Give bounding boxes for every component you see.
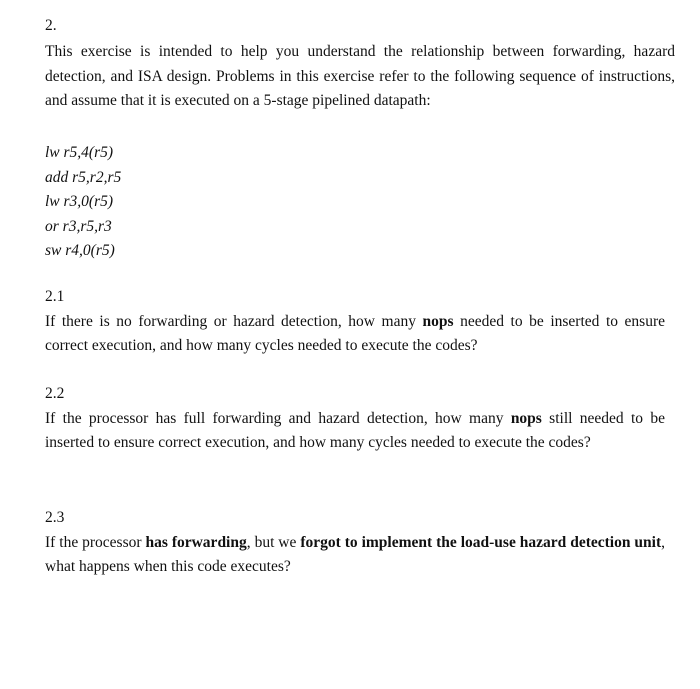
question-2-2 <box>45 382 665 456</box>
question-2-3 <box>45 506 665 580</box>
question-text: If there is no forwarding or hazard detection, how many nops needed to be inserted to ensure correct execution, and how many cycles needed to execute the codes? <box>45 312 666 354</box>
question-number: 2.3 <box>45 509 65 526</box>
instruction-line: lw r3,0(r5) <box>45 193 114 210</box>
instruction-line: lw r5,4(r5) <box>45 144 114 161</box>
instruction-line: sw r4,0(r5) <box>45 242 115 259</box>
emphasis: nops <box>510 409 542 427</box>
question-text: If the processor has full forwarding and hazard detection, how many nops still needed to be inserted to ensure correct execution, and how many cycles needed to execute the codes? <box>45 409 665 451</box>
instruction-line: or r3,r5,r3 <box>45 217 112 235</box>
question-text: If the processor has forwarding, but we forgot to implement the load-use hazard detection unit, what happens when this code executes? <box>45 533 665 575</box>
problem-intro: This exercise is intended to help you understand the relationship between forwarding, hazard detection, and ISA design. Problems in this exercise refer to the following sequence of instructions, and assume that it is executed on a 5-stage pipelined datapath: <box>45 43 675 109</box>
emphasis: forgot to implement the load-use hazard detection unit <box>300 533 662 551</box>
emphasis: has forwarding <box>145 533 247 551</box>
question-number: 2.2 <box>45 385 65 402</box>
problem-number: 2. <box>45 17 57 34</box>
emphasis: nops <box>422 312 454 330</box>
question-2-1 <box>45 285 665 359</box>
question-number: 2.1 <box>45 288 65 305</box>
instruction-line: add r5,r2,r5 <box>45 168 122 186</box>
instruction-sequence <box>45 141 121 264</box>
